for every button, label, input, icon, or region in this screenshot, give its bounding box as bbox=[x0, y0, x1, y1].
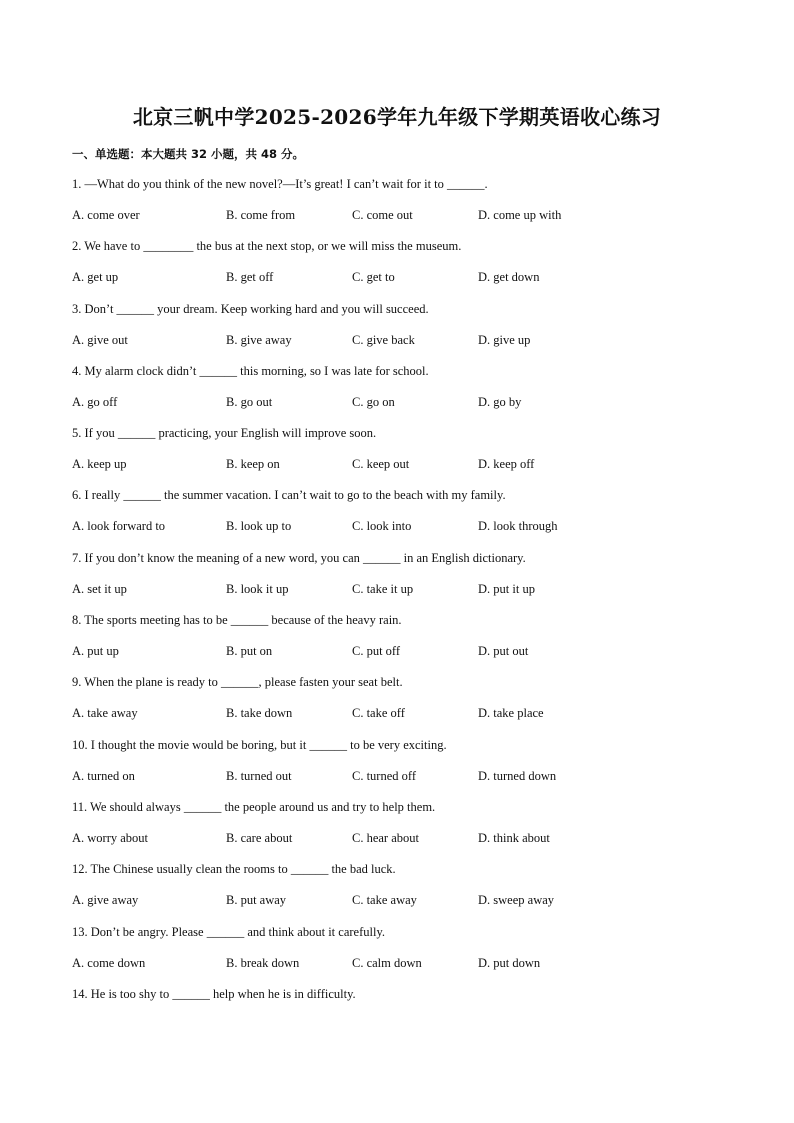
answer-options bbox=[72, 455, 732, 473]
question-stem: 12. The Chinese usually clean the rooms to ______ the bad luck. bbox=[72, 862, 396, 877]
answer-option-c: C. go on bbox=[352, 394, 395, 409]
answer-options bbox=[72, 580, 732, 598]
answer-option-c: C. take off bbox=[352, 706, 405, 721]
question-stem: 10. I thought the movie would be boring, but it ______ to be very exciting. bbox=[72, 737, 447, 752]
answer-options bbox=[72, 268, 732, 286]
section-heading: 一、单选题：本大题共 32 小题，共 48 分。 bbox=[72, 147, 305, 161]
answer-option-d: D. put it up bbox=[478, 581, 535, 596]
answer-option-c: C. look into bbox=[352, 519, 412, 534]
question-stem: 13. Don’t be angry. Please ______ and think about it carefully. bbox=[72, 924, 386, 939]
answer-option-b: B. put away bbox=[226, 893, 287, 908]
answer-option-d: D. turned down bbox=[478, 768, 557, 783]
answer-option-b: B. come from bbox=[226, 208, 296, 222]
question-stem: 14. He is too shy to ______ help when he is in difficulty. bbox=[72, 986, 356, 1001]
answer-option-c: C. get to bbox=[352, 270, 395, 285]
answer-option-b: B. get off bbox=[226, 270, 274, 285]
answer-option-d: D. sweep away bbox=[478, 893, 555, 908]
answer-option-c: C. take away bbox=[352, 893, 417, 908]
answer-option-d: D. get down bbox=[478, 270, 540, 285]
answer-option-b: B. go out bbox=[226, 394, 273, 409]
question-item bbox=[72, 611, 732, 673]
question-stem: 5. If you ______ practicing, your English will improve soon. bbox=[72, 426, 377, 441]
question-stem: 9. When the plane is ready to ______, please fasten your seat belt. bbox=[72, 675, 403, 690]
question-item bbox=[72, 362, 732, 424]
answer-option-d: D. come up with bbox=[478, 208, 562, 222]
question-item bbox=[72, 985, 732, 1047]
question-item bbox=[72, 923, 732, 985]
answer-option-d: D. think about bbox=[478, 830, 550, 845]
answer-option-b: B. give away bbox=[226, 332, 292, 347]
answer-option-a: A. worry about bbox=[72, 830, 149, 845]
answer-option-d: D. look through bbox=[478, 519, 558, 534]
answer-options bbox=[72, 331, 732, 349]
question-stem: 4. My alarm clock didn’t ______ this morning, so I was late for school. bbox=[72, 363, 429, 378]
answer-option-c: C. give back bbox=[352, 332, 415, 347]
question-item bbox=[72, 673, 732, 735]
page-title: 北京三帆中学2025-2026学年九年级下学期英语收心练习 bbox=[132, 105, 662, 129]
answer-option-a: A. keep up bbox=[72, 457, 127, 472]
answer-option-b: B. look it up bbox=[226, 581, 289, 596]
answer-option-a: A. put up bbox=[72, 644, 119, 659]
question-item bbox=[72, 237, 732, 299]
answer-option-c: C. turned off bbox=[352, 768, 416, 783]
question-stem: 3. Don’t ______ your dream. Keep working hard and you will succeed. bbox=[72, 301, 429, 316]
question-item bbox=[72, 736, 732, 798]
answer-option-c: C. hear about bbox=[352, 830, 419, 845]
answer-option-d: D. go by bbox=[478, 394, 522, 409]
question-stem: 11. We should always ______ the people around us and try to help them. bbox=[72, 799, 436, 814]
question-item bbox=[72, 860, 732, 922]
answer-options bbox=[72, 517, 732, 535]
answer-option-b: B. break down bbox=[226, 955, 300, 970]
answer-options bbox=[72, 829, 732, 847]
question-item bbox=[72, 549, 732, 611]
question-stem: 1. —What do you think of the new novel?—It’s great! I can’t wait for it to ______. bbox=[72, 177, 488, 191]
answer-option-c: C. calm down bbox=[352, 955, 422, 970]
answer-option-a: A. come down bbox=[72, 955, 146, 970]
answer-option-c: C. take it up bbox=[352, 581, 414, 596]
answer-option-a: A. come over bbox=[72, 208, 140, 222]
answer-option-b: B. turned out bbox=[226, 768, 292, 783]
answer-option-a: A. get up bbox=[72, 270, 119, 285]
answer-option-d: D. give up bbox=[478, 332, 531, 347]
answer-option-a: A. set it up bbox=[72, 581, 127, 596]
answer-options bbox=[72, 891, 732, 909]
answer-option-b: B. keep on bbox=[226, 457, 280, 472]
answer-option-b: B. care about bbox=[226, 830, 293, 845]
question-stem: 6. I really ______ the summer vacation. I can’t wait to go to the beach with my family. bbox=[72, 488, 506, 503]
answer-options bbox=[72, 393, 732, 411]
question-stem: 8. The sports meeting has to be ______ because of the heavy rain. bbox=[72, 613, 402, 628]
answer-option-b: B. take down bbox=[226, 706, 293, 721]
answer-option-d: D. take place bbox=[478, 706, 544, 721]
answer-option-a: A. give away bbox=[72, 893, 139, 908]
question-stem: 7. If you don’t know the meaning of a new word, you can ______ in an English dictionary. bbox=[72, 550, 526, 565]
answer-option-a: A. take away bbox=[72, 706, 138, 721]
answer-option-d: D. put out bbox=[478, 644, 529, 659]
answer-option-b: B. look up to bbox=[226, 519, 292, 534]
answer-option-a: A. go off bbox=[72, 394, 118, 409]
answer-option-b: B. put on bbox=[226, 644, 273, 659]
question-item bbox=[72, 175, 732, 237]
answer-options bbox=[72, 954, 732, 972]
question-list bbox=[72, 175, 732, 1047]
answer-options bbox=[72, 704, 732, 722]
answer-options bbox=[72, 767, 732, 785]
answer-option-d: D. put down bbox=[478, 955, 541, 970]
question-item bbox=[72, 486, 732, 548]
question-item bbox=[72, 424, 732, 486]
answer-option-a: A. give out bbox=[72, 332, 128, 347]
answer-option-a: A. look forward to bbox=[72, 519, 166, 534]
answer-option-c: C. keep out bbox=[352, 457, 410, 472]
answer-option-c: C. come out bbox=[352, 208, 413, 222]
answer-option-d: D. keep off bbox=[478, 457, 535, 472]
answer-option-c: C. put off bbox=[352, 644, 401, 659]
answer-options bbox=[72, 206, 732, 224]
question-item bbox=[72, 798, 732, 860]
question-item bbox=[72, 300, 732, 362]
question-stem: 2. We have to ________ the bus at the next stop, or we will miss the museum. bbox=[72, 239, 462, 254]
answer-option-a: A. turned on bbox=[72, 768, 135, 783]
answer-options bbox=[72, 642, 732, 660]
